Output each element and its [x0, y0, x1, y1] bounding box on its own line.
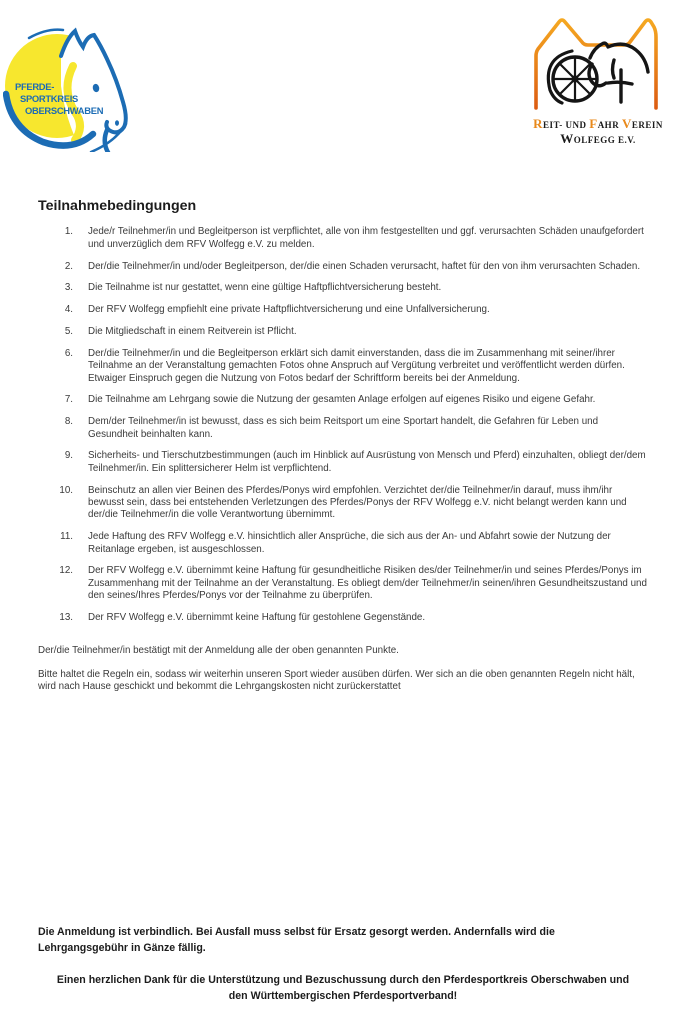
logo-pferdesportkreis-oberschwaben — [3, 24, 141, 152]
item-number: 13. — [59, 612, 73, 624]
terms-item-9 — [38, 450, 650, 475]
horse-chest-stroke — [608, 82, 632, 84]
terms-item-8 — [38, 416, 650, 441]
item-text: Die Teilnahme ist nur gestattet, wenn eine gültige Haftpflichtversicherung besteht. — [88, 282, 442, 294]
item-number: 4. — [64, 304, 73, 316]
item-text: Beinschutz an allen vier Beinen des Pferdes/Ponys wird empfohlen. Verzichtet der/die Teilnehmer/in darauf, muss ihm/ihr bewusst sein, dass bei entstehenden Verletzungen des Pferdes/Ponys der RFV Wolfegg e.V. nicht belangt werden kann und der/die Teilnehmer/in die volle Verantwortung übernimmt. — [88, 484, 627, 521]
item-text: Jede Haftung des RFV Wolfegg e.V. hinsichtlich aller Ansprüche, die sich aus der An- und Abfahrt sowie der Nutzung der Reitanlage ergeben, ist ausgeschlossen. — [88, 531, 611, 555]
item-number: 8. — [64, 416, 73, 428]
item-number: 2. — [64, 260, 73, 272]
confirmation-paragraph: Der/die Teilnehmer/in bestätigt mit der Anmeldung alle der oben genannten Punkte. — [38, 645, 399, 657]
rfv-initial-r: R — [533, 116, 544, 131]
item-text: Die Mitgliedschaft in einem Reitverein ist Pflicht. — [88, 326, 297, 337]
psk-line-2: SPORTKREIS — [20, 93, 78, 104]
horse-sketch-icon — [589, 43, 648, 102]
rfv-logo-graphic — [528, 12, 668, 110]
horse-head-logo-graphic — [3, 24, 141, 152]
rfv-initial-v: V — [621, 116, 632, 131]
rfv-initial-w: W — [560, 131, 574, 146]
item-number: 12. — [59, 565, 73, 577]
terms-item-11 — [38, 531, 650, 556]
terms-item-1 — [38, 226, 650, 251]
terms-item-4 — [38, 304, 650, 316]
item-text: Der RFV Wolfegg empfiehlt eine private Haftpflichtversicherung und eine Unfallversicherung. — [88, 304, 490, 316]
item-text: Der RFV Wolfegg e.V. übernimmt keine Haftung für gestohlene Gegenstände. — [88, 612, 426, 624]
item-number: 7. — [64, 394, 73, 406]
horse-nostril — [115, 120, 119, 126]
item-text: Die Teilnahme am Lehrgang sowie die Nutzung der gesamten Anlage erfolgen auf eigenes Risiko und eigene Gefahr. — [88, 394, 596, 406]
item-text: Der RFV Wolfegg e.V. übernimmt keine Haftung für gesundheitliche Risiken des/der Teilnehmer/in und seines Pferdes/Ponys im Zusammenhang mit der Teilnahme an der Veranstaltung. Es obliegt dem/der Teilnehmer/in seinen/ihren Gesundheitszustand und den seines/Ihres Pferdes/Ponys vor der Teilnahme zu überprüfen. — [88, 565, 647, 602]
item-text: Jede/r Teilnehmer/in und Begleitperson ist verpflichtet, alle von ihm festgestellten und ggf. verursachten Schäden unaufgefordert und unverzüglich dem RFV Wolfegg e.V. zu melden. — [88, 226, 644, 250]
wheel-hub — [571, 75, 578, 82]
terms-item-10 — [38, 485, 650, 522]
item-number: 9. — [64, 450, 73, 462]
page-title: Teilnahmebedingungen — [38, 198, 197, 214]
rfv-place-line: WOLFEGG E.V. — [560, 131, 636, 146]
item-text: Dem/der Teilnehmer/in ist bewusst, dass es sich beim Reitsport um eine Sportart handelt, die Gefahren für Leben und Gesundheit beinhalten kann. — [88, 416, 599, 440]
terms-list — [38, 226, 650, 624]
binding-registration-note: Die Anmeldung ist verbindlich. Bei Ausfall muss selbst für Ersatz gesorgt werden. Andernfalls wird die Lehrgangsgebühr in Gänze fällig. — [38, 926, 555, 954]
item-text: Der/die Teilnehmer/in und die Begleitperson erklärt sich damit einverstanden, dass die im Zusammenhang mit seiner/ihrer Teilnahme an der Veranstaltung gemachten Fotos ohne Anspruch auf Vergütung verbreitet und veröffentlicht werden dürfen. Etwaiger Einspruch gegen die Nutzung von Fotos bedarf der Schriftform bereits bei der Anmeldung. — [88, 347, 625, 384]
item-number: 6. — [64, 347, 73, 359]
rfv-initial-f: F — [589, 116, 598, 131]
rfv-name-line: REIT- UND FAHR VEREIN — [533, 116, 663, 131]
document-content — [38, 200, 650, 694]
item-text: Der/die Teilnehmer/in und/oder Begleitperson, der/die einen Schaden verursacht, haftet für den von ihm verursachten Schaden. — [88, 260, 641, 272]
terms-item-12 — [38, 565, 650, 602]
psk-line-3: OBERSCHWABEN — [25, 105, 104, 116]
terms-item-13 — [38, 612, 650, 624]
terms-item-5 — [38, 326, 650, 338]
terms-item-7 — [38, 394, 650, 406]
item-number: 10. — [59, 484, 73, 496]
terms-item-3 — [38, 282, 650, 294]
item-number: 5. — [64, 326, 73, 337]
psk-line-1: PFERDE- — [15, 81, 55, 92]
rfv-wordmark — [528, 117, 668, 147]
thanks-note: Einen herzlichen Dank für die Unterstützung und Bezuschussung durch den Pferdesportkreis Oberschwaben und den Württembergischen Pferdesportverband! — [56, 974, 630, 1002]
rules-reminder-paragraph: Bitte haltet die Regeln ein, sodass wir weiterhin unseren Sport wieder ausüben dürfen. Wer sich an die oben genannten Regeln nicht hält, wird nach Hause geschickt und bekommt die Lehrgangskosten nicht zurückerstattet — [38, 668, 635, 693]
item-number: 1. — [64, 226, 73, 238]
terms-item-2 — [38, 261, 650, 273]
item-text: Sicherheits- und Tierschutzbestimmungen (auch im Hinblick auf Ausrüstung von Mensch und Pferd) einzuhalten, obliegt der/dem Teilnehmer/in. Ein splittersicherer Helm ist verpflichtend. — [88, 450, 646, 474]
logo-rfv-wolfegg — [528, 12, 668, 152]
horse-jaw-stroke — [613, 60, 615, 78]
item-number: 3. — [64, 282, 73, 294]
item-number: 11. — [60, 531, 73, 543]
terms-item-6 — [38, 348, 650, 385]
